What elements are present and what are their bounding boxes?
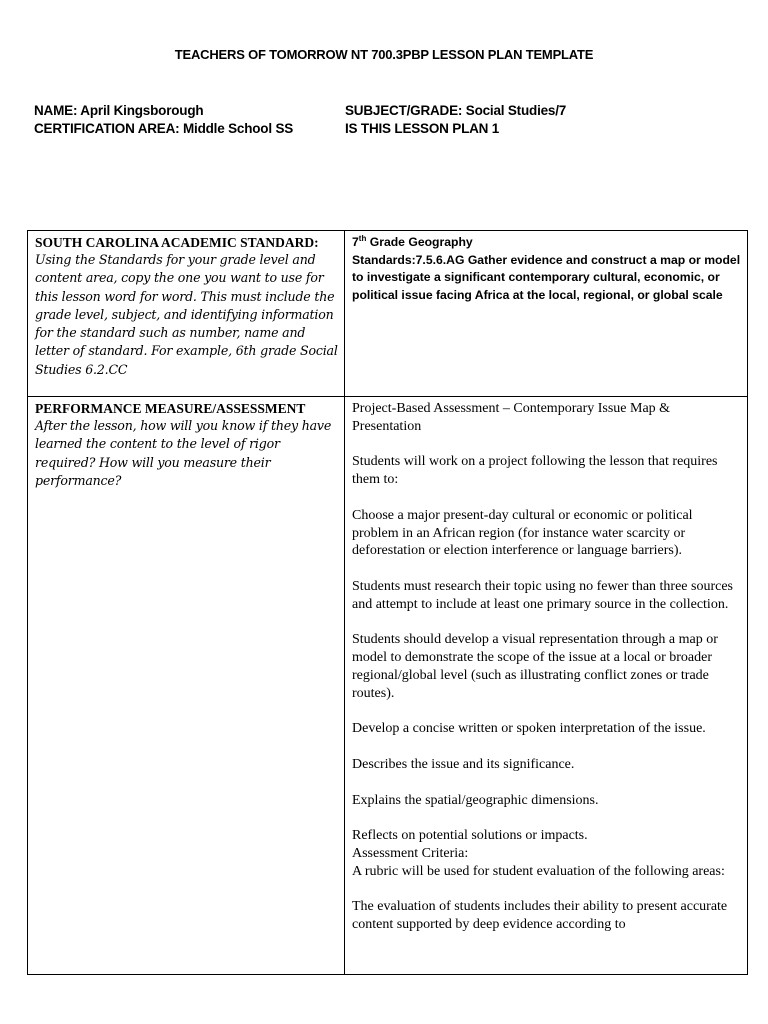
rubric-text: A rubric will be used for student evaluation of the following areas: <box>352 863 725 879</box>
standard-label-cell <box>28 231 345 397</box>
evaluation-text: The evaluation of students includes their ability to present accurate content supported by deep evidence according to <box>352 899 728 933</box>
lesson-plan-table <box>27 230 748 975</box>
grade-subject: Grade Geography <box>366 235 473 249</box>
project-intro: Students will work on a project following the lesson that requires them to: <box>352 454 718 488</box>
header-left-block <box>34 102 293 138</box>
teacher-name: NAME: April Kingsborough <box>34 103 204 118</box>
lesson-plan-number: IS THIS LESSON PLAN 1 <box>345 121 500 136</box>
criterion-reflects: Reflects on potential solutions or impacts. <box>352 828 588 844</box>
subject-grade: SUBJECT/GRADE: Social Studies/7 <box>345 103 567 118</box>
document-title: TEACHERS OF TOMORROW NT 700.3PBP LESSON PLAN TEMPLATE <box>174 47 594 62</box>
performance-label-cell <box>28 397 345 975</box>
criterion-explains: Explains the spatial/geographic dimensions. <box>352 792 599 808</box>
performance-content-cell <box>345 397 748 975</box>
header-right-block <box>345 102 566 138</box>
performance-row <box>28 397 748 975</box>
project-step-research: Students must research their topic using no fewer than three sources and attempt to include at least one primary source in the collection. <box>352 578 734 612</box>
project-step-visual: Students should develop a visual representation through a map or model to demonstrate the scope of the issue at a local or broader regional/global level (such as illustrating conflict zones or trade routes). <box>352 632 718 701</box>
standard-content-cell <box>345 231 748 397</box>
assessment-title: Project-Based Assessment – Contemporary Issue Map & Presentation <box>352 401 671 434</box>
project-step-choose: Choose a major present-day cultural or economic or political problem in an African region (for instance water scarcity or deforestation or election interference or language barriers). <box>352 507 693 559</box>
assessment-criteria-label: Assessment Criteria: <box>352 845 469 861</box>
certification-area: CERTIFICATION AREA: Middle School SS <box>34 121 294 136</box>
standard-row <box>28 231 748 397</box>
performance-instructions: After the lesson, how will you know if they have learned the content to the level of rigor required? How will you measure their performance? <box>35 418 332 488</box>
standard-text: Standards:7.5.6.AG Gather evidence and construct a map or model to investigate a significant contemporary cultural, economic, or political issue facing Africa at the local, regional, or global scale <box>352 252 741 302</box>
grade-subject-line <box>352 234 741 252</box>
performance-content <box>352 400 741 970</box>
grade-number: 7 <box>352 235 359 249</box>
standard-heading: SOUTH CAROLINA ACADEMIC STANDARD: <box>35 235 319 250</box>
project-step-interpretation: Develop a concise written or spoken interpretation of the issue. <box>352 721 706 737</box>
criterion-describes: Describes the issue and its significance. <box>352 756 575 772</box>
grade-suffix: th <box>358 233 367 243</box>
performance-heading: PERFORMANCE MEASURE/ASSESSMENT <box>35 401 306 416</box>
standard-instructions: Using the Standards for your grade level and content area, copy the one you want to use for this lesson word for word. This must include the grade level, subject, and identifying information for the standard such as number, name and letter of standard. For example, 6th grade Social Studies 6.2.CC <box>35 252 338 377</box>
